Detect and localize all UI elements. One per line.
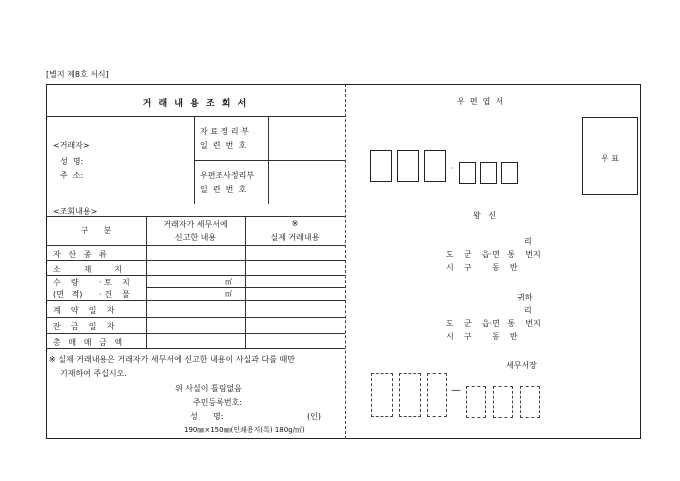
col-actual: 실제 거래내용	[270, 233, 320, 242]
row-asset-type: 자 산 종 류	[53, 250, 107, 259]
addr1-line2: 시 구 동 반	[446, 263, 518, 272]
form-title: 거 래 내 용 조 회 서	[142, 99, 249, 109]
note-text: ※ 실제 거래내용은 거래자가 세무서에 신고한 내용이 사실과 다를 때만	[49, 355, 295, 364]
postal-serial-label-2: 일 련 번 호	[200, 185, 247, 194]
postal-serial-label: 우편조사정리부	[200, 171, 255, 180]
row-land: · 토 지	[99, 278, 130, 287]
row-building: · 건 물	[99, 290, 130, 299]
addr2-line1: 도 군 읍·면 통 번지	[446, 319, 541, 328]
col-category: 구 분	[80, 226, 112, 235]
form-number-label: [별지 제8호 서식]	[46, 70, 109, 79]
form-frame	[46, 84, 641, 439]
name-label: 성 명:	[60, 157, 84, 166]
record-serial-label: 자 료 정 리 부	[200, 127, 249, 136]
to-label: 귀하	[517, 293, 533, 302]
addr2-ri: 리	[524, 306, 532, 315]
col-actual-mark: ※	[291, 219, 299, 228]
addr1-ri: 리	[524, 237, 532, 246]
fold-line	[345, 84, 346, 439]
row-location: 소 재 지	[53, 265, 122, 274]
stamp-label: 우 표	[601, 154, 619, 163]
col-reported-2: 신고한 내용	[174, 233, 217, 242]
sign-name-label: 성 명:	[190, 412, 224, 421]
row-quantity: 수 량	[53, 278, 79, 287]
addr2-line2: 시 구 동 반	[446, 332, 518, 341]
unit-building: ㎡	[225, 290, 232, 298]
row-area: (면 적)	[53, 290, 83, 299]
note-text-2: 기재하여 주십시오.	[60, 369, 127, 378]
postcard-title: 우 편 엽 서	[457, 97, 504, 106]
unit-land: ㎡	[225, 278, 232, 286]
addr1-line1: 도 군 읍·면 통 번지	[446, 250, 541, 259]
resident-id-label: 주민등록번호:	[193, 398, 243, 407]
size-spec: 190㎜×150㎜(인쇄용지(특) 180g/㎡)	[184, 426, 305, 434]
row-total-amount: 총 매 매 금 액	[53, 338, 123, 347]
inquiry-label: <조회내용>	[53, 207, 98, 216]
confirm-text: 위 사실이 틀림없음	[175, 384, 242, 393]
row-balance-date: 잔 금 일 자	[53, 322, 115, 331]
trader-label: <거래자>	[53, 141, 90, 150]
col-reported: 거래자가 세무서에	[163, 220, 228, 229]
tax-office-label: 세무서장	[506, 361, 537, 370]
address-label: 주 소:	[60, 171, 84, 180]
reply-label: 왕 신	[473, 211, 497, 220]
row-contract-date: 계 약 일 자	[53, 306, 115, 315]
record-serial-label-2: 일 련 번 호	[200, 141, 247, 150]
seal-label: (인)	[307, 412, 321, 421]
